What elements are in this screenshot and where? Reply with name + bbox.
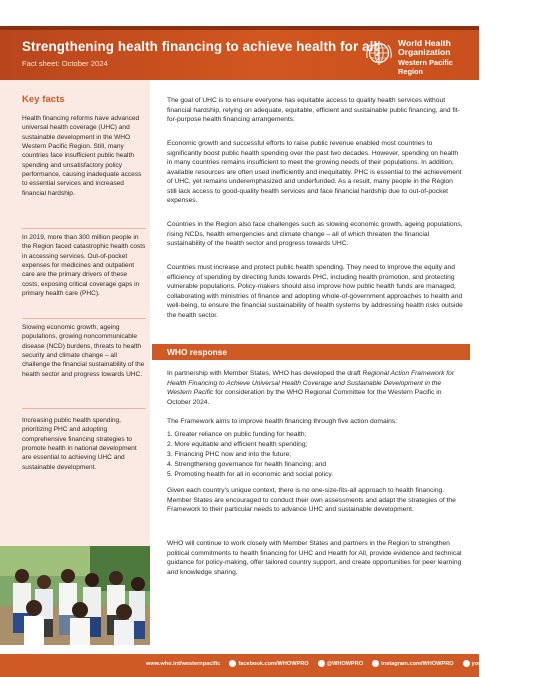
website-link[interactable]: www.who.int/westernpacific xyxy=(146,660,221,667)
intro-paragraph: The goal of UHC is to ensure everyone has equitable access to quality health services without financial hardship, relying on adequate, equitable, efficient and sustainable public financing, and fit-for-purpose health financing arrangements. xyxy=(167,97,460,124)
org-region: Western Pacific Region xyxy=(398,57,453,77)
facebook-icon xyxy=(229,660,236,667)
key-fact-item: Slowing economic growth, ageing populations, growing noncommunicable disease (NCD) burdens, threats to health security and climate change – all challenge the financial sustainability of the health sector and progress towards UHC. xyxy=(22,324,145,378)
who-response-title: WHO response xyxy=(167,347,228,357)
key-fact-item: In 2019, more than 300 million people in the Region faced catastrophic health costs in accessing services. Out-of-pocket expenses for medicines and outpatient care are the primary drivers of these costs, exposing critical coverage gaps in primary health care (PHC). xyxy=(22,234,146,298)
key-fact-item: Health financing reforms have advanced universal health coverage (UHC) and sustainable development in the WHO Western Pacific Region. Still, many countries face insufficient public health spending and unsatisfactory policy performance, causing inadequate access to essential services and increased financial hardship. xyxy=(22,115,142,197)
intro-text-end: for consideration by the WHO Regional Committee for the Western Pacific in October 2024. xyxy=(167,389,442,406)
header-top-stripe xyxy=(0,26,479,30)
youtube-label: youtube.com/WHOWPRO xyxy=(471,660,540,667)
header-banner xyxy=(0,30,479,80)
twitter-label: @WHOWPRO xyxy=(326,660,364,667)
schoolchildren-photo xyxy=(0,546,150,645)
key-fact-item: Increasing public health spending, prioritizing PHC and adopting comprehensive financing strategies to promote health in national development are essential to achieving UHC and sustainable development. xyxy=(22,417,137,471)
framework-title: Regional Action Framework for Health Financing to Achieve Universal Health Coverage and Sustainable Development in the Western Pacific xyxy=(167,370,455,397)
key-facts-divider xyxy=(22,408,146,409)
body-paragraph: Countries in the Region also face challenges such as slowing economic growth, ageing populations, rising NCDs, health emergencies and climate change – all of which threaten the financial sustainability of the health sector and progress towards UHC. xyxy=(167,221,463,248)
who-emblem-icon xyxy=(364,38,394,68)
list-item: 5. Promoting health for all in economic and social policy. xyxy=(167,471,334,478)
page-subtitle: Fact sheet: October 2024 xyxy=(22,59,108,68)
footer-bar xyxy=(0,654,540,677)
who-response-intro xyxy=(167,369,464,407)
framework-lead: The Framework aims to improve health financing through five action domains: xyxy=(167,418,398,425)
page-title: Strengthening health financing to achieve health for all xyxy=(22,39,378,54)
intro-text: In partnership with Member States, WHO has developed the draft xyxy=(167,370,363,377)
continue-paragraph: WHO will continue to work closely with Member States and partners in the Region to strengthen political commitments to health financing for UHC and Health for All, provide evidence and technical guidance for policy-making, offer tailored country support, and create opportunities for peer learning and knowledge sharing. xyxy=(167,540,462,576)
youtube-link[interactable] xyxy=(463,660,539,667)
list-item: 3. Financing PHC now and into the future; xyxy=(167,451,292,458)
facebook-label: facebook.com/WHOWPRO xyxy=(238,660,309,667)
body-paragraph: Countries must increase and protect public health spending. They need to improve the equity and efficiency of spending by directing funds towards PHC, including health promotion, and protecting vulnerable populations. Policy-makers should also improve how public health funds are managed, collaborating with ministries of finance and adopting whole-of-government approaches to health and well-being, to ensure the financial sustainability of health systems by addressing health risks outside the health sector. xyxy=(167,264,463,319)
org-name-line2: Organization xyxy=(398,47,451,58)
twitter-icon xyxy=(318,660,325,667)
org-name-line1: World Health xyxy=(398,38,451,48)
instagram-link[interactable] xyxy=(372,660,453,667)
youtube-icon xyxy=(463,660,470,667)
instagram-icon xyxy=(372,660,379,667)
facebook-link[interactable] xyxy=(229,660,308,667)
list-item: 1. Greater reliance on public funding for health; xyxy=(167,431,307,438)
footer-links xyxy=(146,660,548,667)
twitter-link[interactable] xyxy=(318,660,364,667)
key-facts-divider xyxy=(22,228,146,229)
key-facts-divider xyxy=(22,318,146,319)
action-domains-list xyxy=(167,430,464,480)
context-paragraph: Given each country's unique context, there is no one-size-fits-all approach to health financing. Member States are encouraged to conduct their own assessments and adapt the strategies of the Framework to their particular needs to advance UHC and sustainable development. xyxy=(167,487,456,514)
instagram-label: instagram.com/WHOWPRO xyxy=(381,660,454,667)
key-facts-title: Key facts xyxy=(22,94,65,105)
list-item: 4. Strengthening governance for health financing; and xyxy=(167,461,327,468)
body-paragraph: Economic growth and successful efforts to raise public revenue enabled most countries to significantly boost public health spending over the past two decades. However, spending on health in many countries remains insufficient to meet the growing needs of their populations. In addition, available resources are often used inefficiently and inequitably. PHC is essential to the achievement of UHC, yet remains underemphasized and underfunded. As a result, many people in the Region still lack access to good-quality health services and face financial hardship due to out-of-pocket expenses. xyxy=(167,140,462,205)
who-wordmark xyxy=(398,39,479,77)
list-item: 2. More equitable and efficient health spending; xyxy=(167,441,308,448)
